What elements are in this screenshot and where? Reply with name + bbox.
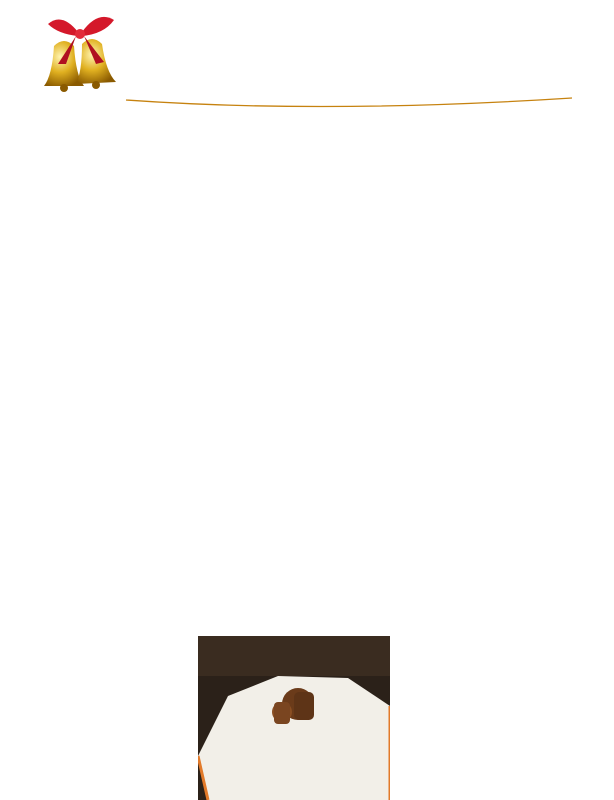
christmas-bells-icon	[34, 6, 126, 96]
legend	[384, 113, 604, 117]
finished-table-runner-photo	[198, 636, 390, 800]
page-title	[122, 70, 582, 114]
assembly-diagram	[372, 478, 558, 778]
